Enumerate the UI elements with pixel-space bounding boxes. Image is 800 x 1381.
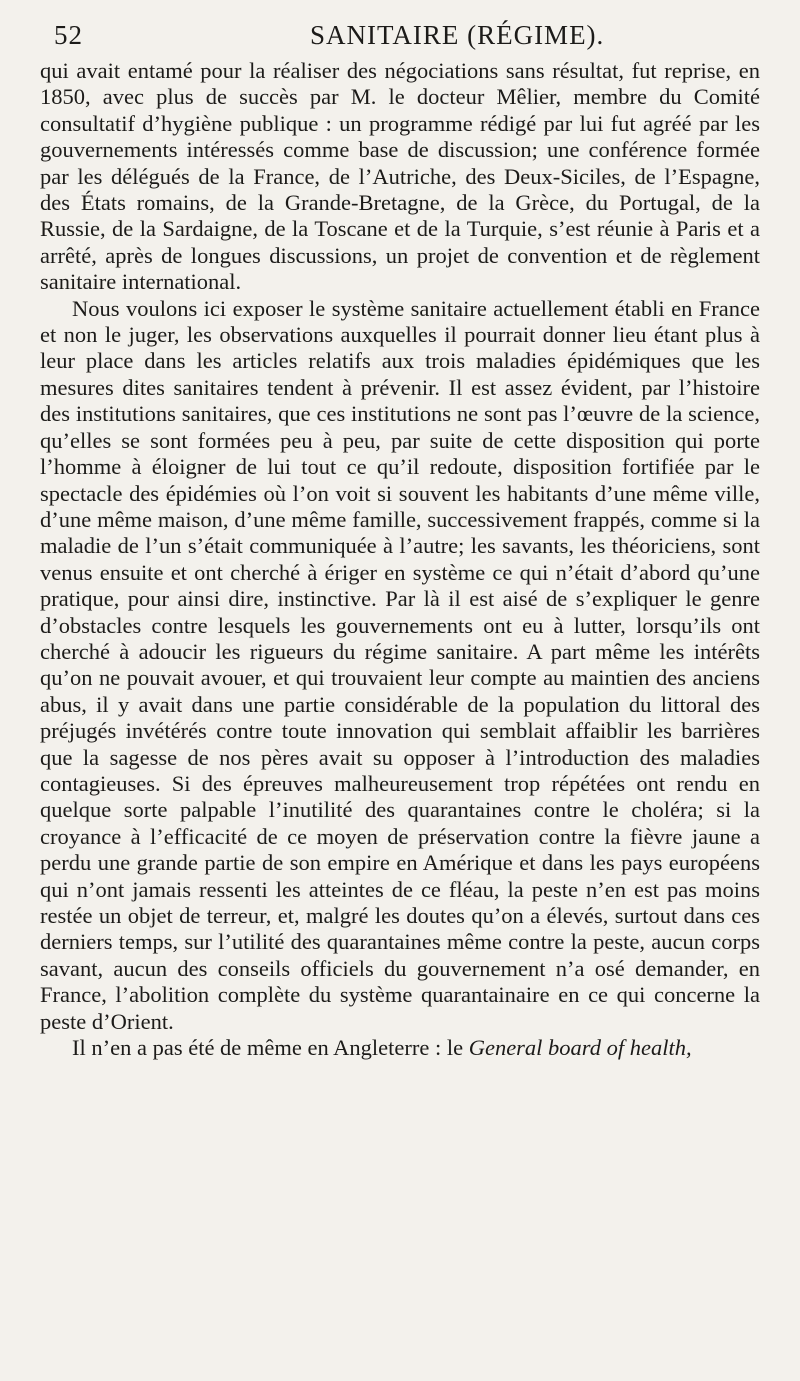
- paragraph-3-italic: General board of health,: [468, 1035, 692, 1061]
- body-text: [40, 58, 760, 1061]
- page-number: 52: [54, 20, 83, 50]
- paragraph-3: [40, 1035, 760, 1061]
- running-head: SANITAIRE (RÉGIME).: [310, 20, 605, 50]
- page-header: [40, 10, 760, 58]
- paragraph-1: qui avait entamé pour la réaliser des négociations sans résultat, fut reprise, en 1850, avec plus de succès par M. le docteur Mêlier, membre du Comité consultatif d’hygiène publique : un programme rédigé par lui fut agréé par les gouvernements intéressés comme base de discussion; une conférence formée par les délégués de la France, de l’Autriche, des Deux-Siciles, de l’Espagne, des États romains, de la Grande-Bretagne, de la Grèce, du Portugal, de la Russie, de la Sardaigne, de la Toscane et de la Turquie, s’est réunie à Paris et a arrêté, après de longues discussions, un projet de convention et de règlement sanitaire international.: [40, 58, 760, 295]
- paragraph-2: Nous voulons ici exposer le système sanitaire actuellement établi en France et non le juger, les observations auxquelles il pourrait donner lieu étant plus à leur place dans les articles relatifs aux trois maladies épidémiques que les mesures dites sanitaires tendent à prévenir. Il est assez évident, par l’histoire des institutions sanitaires, que ces institutions ne sont pas l’œuvre de la science, qu’elles se sont formées peu à peu, par suite de cette disposition qui porte l’homme à éloigner de lui tout ce qu’il redoute, disposition fortifiée par le spectacle des épidémies où l’on voit si souvent les habitants d’une même ville, d’une même maison, d’une même famille, successivement frappés, comme si la maladie de l’un s’était communiquée à l’autre; les savants, les théoriciens, sont venus ensuite et ont cherché à ériger en système ce qui n’était d’abord qu’une pratique, pour ainsi dire, instinctive. Par là il est aisé de s’expliquer le genre d’obstacles contre lesquels les gouvernements ont eu à lutter, lorsqu’ils ont cherché à adoucir les rigueurs du régime sanitaire. A part même les intérêts qu’on ne pouvait avouer, et qui trouvaient leur compte au maintien des anciens abus, il y avait dans une partie considérable de la population du littoral des préjugés invétérés contre toute innovation qui semblait affaiblir les barrières que la sagesse de nos pères avait su opposer à l’introduction des maladies contagieuses. Si des épreuves malheureusement trop répétées ont rendu en quelque sorte palpable l’inutilité des quarantaines contre le choléra; si la croyance à l’efficacité de ce moyen de préservation contre la fièvre jaune a perdu une grande partie de son empire en Amérique et dans les pays européens qui n’ont jamais ressenti les atteintes de ce fléau, la peste n’en est pas moins restée un objet de terreur, et, malgré les doutes qu’on a élevés, surtout dans ces derniers temps, sur l’utilité des quarantaines même contre la peste, aucun corps savant, aucun des conseils officiels du gouvernement n’a osé demander, en France, l’abolition complète du système quarantainaire en ce qui concerne la peste d’Orient.: [40, 295, 760, 1034]
- paragraph-3-text: Il n’en a pas été de même en Angleterre : le: [72, 1035, 464, 1061]
